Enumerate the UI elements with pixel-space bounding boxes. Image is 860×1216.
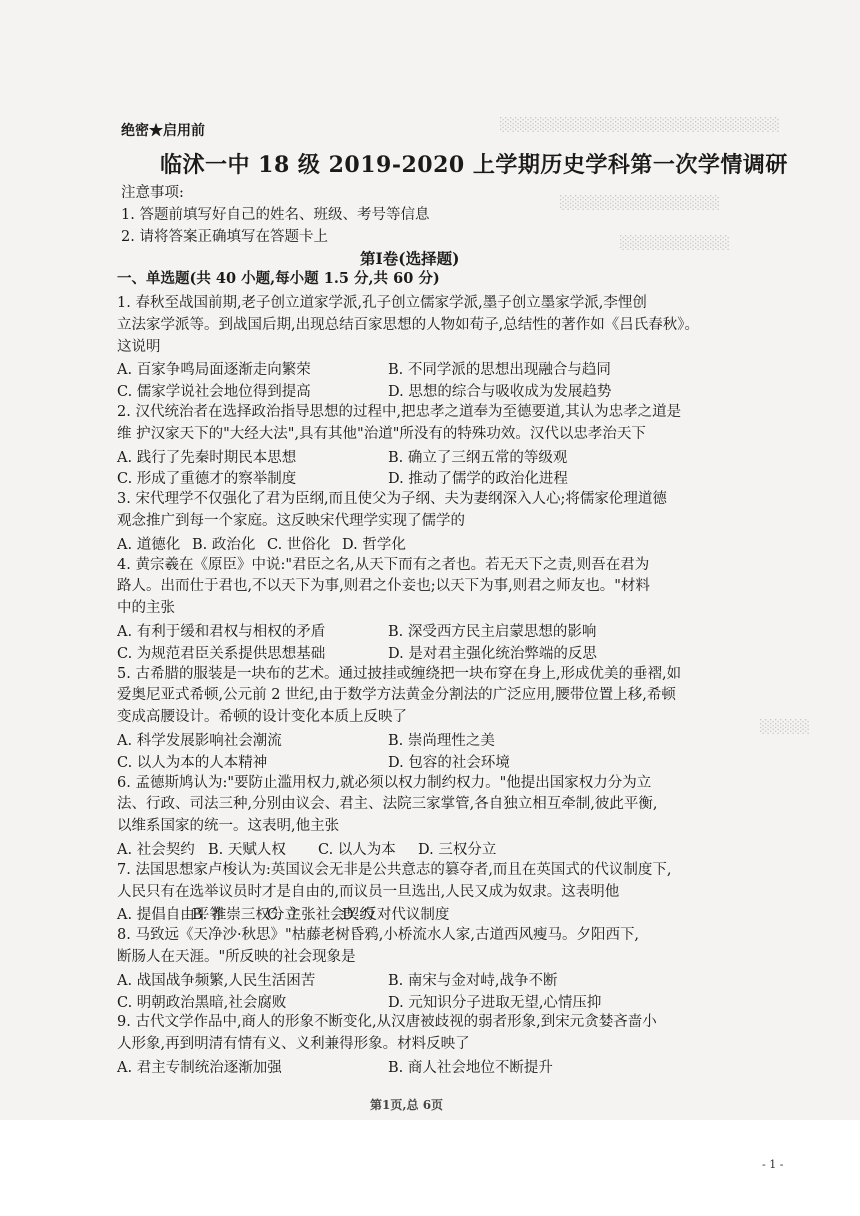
question-4-text: 路人。出而仕于君也,不以天下为事,则君之仆妾也;以天下为事,则君之师友也。"材料 <box>117 578 650 595</box>
question-5-option[interactable]: B. 崇尚理性之美 <box>388 733 495 749</box>
question-1-option[interactable]: A. 百家争鸣局面逐渐走向繁荣 <box>117 362 311 379</box>
secret-label: 绝密★启用前 <box>121 123 205 139</box>
question-7-option[interactable]: B. 推崇三权分立 <box>192 907 299 924</box>
page-footer: 第1页,总 6页 <box>370 1098 444 1112</box>
question-4-text: 4. 黄宗羲在《原臣》中说:"君臣之名,从天下而有之者也。若无天下之责,则吾在君为 <box>117 556 650 573</box>
question-3-text: 观念推广到每一个家庭。这反映宋代理学实现了儒学的 <box>117 513 465 529</box>
question-5-option[interactable]: A. 科学发展影响社会潮流 <box>117 733 282 749</box>
bleed-through-decoration: ░░░░░ <box>760 720 810 735</box>
question-3-option[interactable]: B. 政治化 <box>192 536 256 553</box>
note-item: 1. 答题前填写好自己的姓名、班级、考号等信息 <box>121 207 430 223</box>
section-subtitle: 一、单选题(共 40 小题,每小题 1.5 分,共 60 分) <box>117 270 440 287</box>
question-2-option[interactable]: C. 形成了重德才的察举制度 <box>117 471 297 488</box>
question-8-text: 断肠人在天涯。"所反映的社会现象是 <box>117 949 356 965</box>
section-title: 第Ⅰ卷(选择题) <box>360 249 460 268</box>
question-4-option[interactable]: B. 深受西方民主启蒙思想的影响 <box>388 624 597 640</box>
question-6-text: 法、行政、司法三种,分别由议会、君主、法院三家掌管,各自独立相互牵制,彼此平衡, <box>117 796 658 813</box>
question-9-option[interactable]: B. 商人社会地位不断提升 <box>388 1060 553 1076</box>
question-7-text: 7. 法国思想家卢梭认为:英国议会无非是公共意志的篡夺者,而且在英国式的代议制度下, <box>117 861 672 878</box>
question-3-option[interactable]: C. 世俗化 <box>267 536 331 553</box>
page-number: - 1 - <box>762 1158 784 1171</box>
question-8-option[interactable]: B. 南宋与金对峙,战争不断 <box>388 972 558 989</box>
question-3-option[interactable]: A. 道德化 <box>117 536 181 553</box>
question-8-text: 8. 马致远《天净沙·秋思》"枯藤老树昏鸦,小桥流水人家,古道西风瘦马。夕阳西下, <box>117 927 640 944</box>
question-2-text: 维 护汉家天下的"大经大法",具有其他"治道"所没有的特殊功效。汉代以忠孝治天下 <box>117 425 646 442</box>
question-7-option[interactable]: D. 反对代议制度 <box>342 907 450 924</box>
question-6-option[interactable]: C. 以人为本 <box>318 842 396 858</box>
question-6-text: 以维系国家的统一。这表明,他主张 <box>117 818 340 835</box>
question-6-text: 6. 孟德斯鸠认为:"要防止滥用权力,就必须以权力制约权力。"他提出国家权力分为立 <box>117 774 652 791</box>
question-1-option[interactable]: B. 不同学派的思想出现融合与趋同 <box>388 362 611 379</box>
question-1-text: 1. 春秋至战国前期,老子创立道家学派,孔子创立儒家学派,墨子创立墨家学派,李悝创 <box>117 295 647 311</box>
question-7-text: 人民只有在选举议员时才是自由的,而议员一旦选出,人民又成为奴隶。这表明他 <box>117 883 620 900</box>
notes-heading: 注意事项: <box>121 185 184 201</box>
question-8-option[interactable]: D. 元知识分子进取无望,心情压抑 <box>388 994 602 1011</box>
question-3-option[interactable]: D. 哲学化 <box>342 536 406 553</box>
question-5-text: 变成高腰设计。希顿的设计变化本质上反映了 <box>117 709 407 726</box>
question-1-option[interactable]: D. 思想的综合与吸收成为发展趋势 <box>388 384 612 401</box>
question-6-option[interactable]: D. 三权分立 <box>418 842 497 858</box>
question-4-option[interactable]: D. 是对君主强化统治弊端的反思 <box>388 645 597 662</box>
question-2-option[interactable]: A. 践行了先秦时期民本思想 <box>117 449 297 466</box>
question-2-text: 2. 汉代统治者在选择政治指导思想的过程中,把忠孝之道奉为至德要道,其认为忠孝之道是 <box>117 404 682 420</box>
question-5-option[interactable]: D. 包容的社会环境 <box>388 754 510 771</box>
question-7-option[interactable]: C. 主张社会契约 <box>267 907 374 924</box>
bleed-through-decoration: ░░░░░░░░░░░░░░░░ <box>560 196 720 211</box>
question-1-option[interactable]: C. 儒家学说社会地位得到提高 <box>117 384 311 401</box>
question-8-option[interactable]: C. 明朝政治黑暗,社会腐败 <box>117 994 287 1011</box>
question-9-text: 人形象,再到明清有情有义、义利兼得形象。材料反映了 <box>117 1036 470 1053</box>
question-5-text: 5. 古希腊的服装是一块布的艺术。通过披挂或缠绕把一块布穿在身上,形成优美的垂褶,如 <box>117 665 682 682</box>
question-1-text: 立法家学派等。到战国后期,出现总结百家思想的人物如荀子,总结性的著作如《吕氏春秋》。 <box>117 316 699 333</box>
question-5-option[interactable]: C. 以人为本的人本精神 <box>117 754 268 771</box>
question-2-option[interactable]: B. 确立了三纲五常的等级观 <box>388 449 568 466</box>
bleed-through-decoration: ░░░░░░░░░░░░░░░░░░░░░░░░░░░░ <box>500 118 780 133</box>
exam-title: 临沭一中 18 级 2019-2020 上学期历史学科第一次学情调研 <box>160 152 788 178</box>
question-3-text: 3. 宋代理学不仅强化了君为臣纲,而且使父为子纲、夫为妻纲深入人心;将儒家伦理道德 <box>117 491 667 508</box>
bleed-through-decoration: ░░░░░░░░░░░ <box>620 236 730 251</box>
question-4-option[interactable]: C. 为规范君臣关系提供思想基础 <box>117 645 326 662</box>
question-6-option[interactable]: A. 社会契约 <box>117 842 195 858</box>
question-4-option[interactable]: A. 有利于缓和君权与相权的矛盾 <box>117 624 326 640</box>
note-item: 2. 请将答案正确填写在答题卡上 <box>121 229 328 245</box>
question-4-text: 中的主张 <box>117 600 175 617</box>
question-9-option[interactable]: A. 君主专制统治逐渐加强 <box>117 1060 282 1076</box>
question-5-text: 爱奥尼亚式希顿,公元前 2 世纪,由于数学方法黄金分割法的广泛应用,腰带位置上移,希顿 <box>117 687 676 704</box>
question-2-option[interactable]: D. 推动了儒学的政治化进程 <box>388 471 568 488</box>
question-6-option[interactable]: B. 天赋人权 <box>208 842 286 858</box>
question-8-option[interactable]: A. 战国战争频繁,人民生活困苦 <box>117 972 316 989</box>
question-1-text: 这说明 <box>117 338 161 355</box>
question-9-text: 9. 古代文学作品中,商人的形象不断变化,从汉唐被歧视的弱者形象,到宋元贪婪吝啬小 <box>117 1014 657 1031</box>
question-7-option[interactable]: A. 提倡自由平等 <box>117 907 224 924</box>
